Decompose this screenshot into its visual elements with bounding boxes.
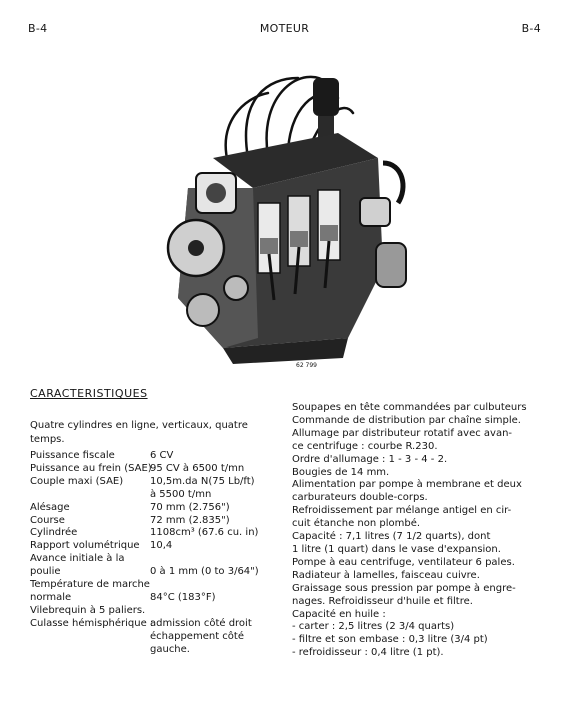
culasse-row [30,631,280,644]
spec-value: 70 mm (2.756") [150,501,230,513]
engine-illustration [128,38,428,368]
text-line: Graissage sous pression par pompe à engre- [292,582,516,594]
spec-row [30,527,280,540]
spec-row [30,553,280,566]
text-line: Bougies de 14 mm. [292,466,390,478]
spec-row [30,502,280,515]
spec-value [150,553,280,566]
text-line: carburateurs double-corps. [292,492,428,504]
text-line: Capacité en huile : [292,608,386,620]
intro-text: Quatre cylindres en ligne, verticaux, quatre temps. [30,420,248,445]
text-line: Pompe à eau centrifuge, ventilateur 6 pales. [292,556,515,568]
spec-label: Puissance fiscale [30,450,115,461]
spec-table [30,450,280,657]
spec-row [30,579,280,592]
culasse-value: admission côté droit [150,617,252,629]
spec-row [30,592,280,605]
text-line: Capacité : 7,1 litres (7 1/2 quarts), dont [292,531,491,543]
spec-row [30,566,280,579]
text-line: - carter : 2,5 litres (2 3/4 quarts) [292,621,455,633]
spec-row [30,489,280,502]
culasse-row [30,618,280,631]
spec-label: normale [30,591,72,603]
spec-label: Couple maxi (SAE) [30,475,124,487]
spec-value: 1108cm³ (67.6 cu. in) [150,527,259,539]
spec-label: Avance initiale à la [30,553,125,565]
text-line: nages. Refroidisseur d'huile et filtre. [292,595,473,607]
spec-label: poulie [30,566,61,578]
text-line: Commande de distribution par chaîne simple. [292,414,521,426]
culasse-row [30,644,280,657]
culasse-label: Culasse hémisphérique : [30,617,154,629]
text-line: Alimentation par pompe à membrane et deux [292,479,522,491]
spec-label: Puissance au frein (SAE) [30,462,152,474]
spec-value: à 5500 t/mn [150,488,212,500]
spec-label: Rapport volumétrique [30,540,140,552]
spec-value: 10,4 [150,540,173,552]
spec-row [30,463,280,476]
text-line: - filtre et son embase : 0,3 litre (3/4 pt) [292,634,488,646]
spec-value: 72 mm (2.835") [150,514,230,526]
text-line: cuit étanche non plombé. [292,518,421,530]
page-number-left: B-4 [28,22,48,35]
text-line: Radiateur à lamelles, faisceau cuivre. [292,569,480,581]
spec-value: 84°C (183°F) [150,591,216,603]
spec-row [30,540,280,553]
vilebrequin-text: Vilebrequin à 5 paliers. [30,604,146,616]
spec-label: Cylindrée [30,527,78,539]
text-line: Ordre d'allumage : 1 - 3 - 4 - 2. [292,453,448,465]
text-line: Allumage par distributeur rotatif avec avan- [292,427,513,439]
text-line: - refroidisseur : 0,4 litre (1 pt). [292,647,444,659]
spec-row [30,476,280,489]
culasse-value: échappement côté [150,630,244,642]
right-column-text [292,402,544,660]
text-line: Refroidissement par mélange antigel en cir- [292,505,512,517]
page-title: MOTEUR [259,22,310,35]
spec-value [150,579,280,592]
spec-row [30,450,280,463]
spec-value: 95 CV à 6500 t/mn [150,462,245,474]
spec-label: Alésage [30,501,70,513]
figure-number: 62 799 [296,362,317,369]
spec-value: 6 CV [150,450,174,461]
text-line: Soupapes en tête commandées par culbuteurs [292,402,527,413]
spec-label: Température de marche [30,579,150,591]
text-line: ce centrifuge : courbe R.230. [292,440,438,452]
page-number-right: B-4 [521,22,541,35]
section-title: CARACTERISTIQUES [30,387,148,400]
culasse-value: gauche. [150,643,190,655]
spec-value: 0 à 1 mm (0 to 3/64") [150,566,259,578]
spec-value: 10,5m.da N(75 Lb/ft) [150,475,255,487]
text-line: 1 litre (1 quart) dans le vase d'expansion. [292,543,501,555]
spec-row [30,515,280,528]
spec-label [30,489,150,502]
spec-label: Course [30,514,65,526]
